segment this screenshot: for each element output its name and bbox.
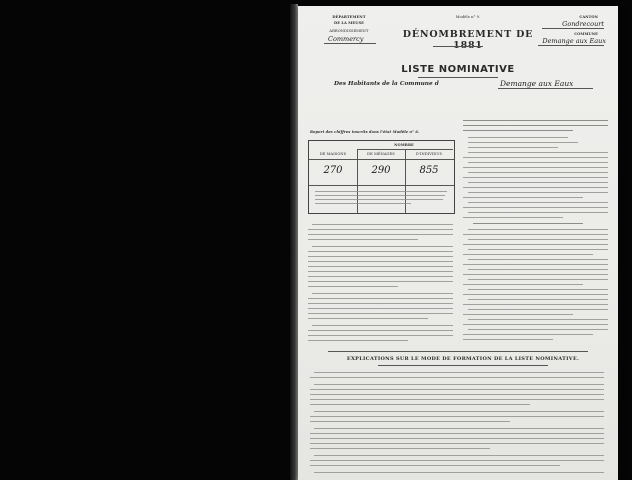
printed-text-line [468,137,568,138]
printed-text-line [463,177,608,178]
printed-text-line [468,249,608,250]
report-caption: Report des chiffres inscrits dans l'état Modèle n° 6. [310,130,420,134]
printed-text-line [463,217,563,218]
printed-text-line [308,286,398,287]
printed-text-line [468,142,578,143]
register-spine [290,4,298,480]
report-values-rule [309,159,454,160]
printed-text-line [308,298,453,299]
printed-text-line [463,304,608,305]
printed-text-line [310,377,604,378]
commune-underline [498,88,593,89]
printed-text-line [308,271,453,272]
arrondissement-rule [324,43,376,44]
canton-label: CANTON [579,15,598,19]
model-number: Modèle n° 9. [455,15,481,19]
printed-text-line [463,274,608,275]
printed-text-line [463,207,608,208]
printed-text-line [463,130,573,131]
report-note-line [315,191,447,192]
explications-heading: EXPLICATIONS SUR LE MODE DE FORMATION DE LA LISTE NOMINATIVE. [346,356,580,362]
census-title: DÉNOMBREMENT DE 1881 [402,29,534,51]
printed-text-line [463,339,553,340]
printed-text-line [463,197,583,198]
report-note-line [315,203,411,204]
commune-handwritten: Demange aux Eaux [500,79,574,88]
printed-text-line [468,229,608,230]
register-page [298,6,618,480]
arrondissement-value: Commercy [328,35,364,43]
printed-text-line [308,266,453,267]
printed-text-line [308,340,408,341]
departement-label: DÉPARTEMENT [332,15,366,19]
printed-text-line [468,147,558,148]
printed-text-line [468,319,608,320]
report-col-maisons: DE MAISONS [319,152,347,156]
printed-text-line [463,244,608,245]
printed-text-line [312,325,453,326]
printed-text-line [308,261,453,262]
printed-text-line [308,303,453,304]
printed-text-line [468,192,608,193]
liste-rule [418,77,498,78]
printed-text-line [308,256,453,257]
printed-text-line [473,223,583,224]
printed-text-line [308,308,453,309]
printed-text-line [308,318,428,319]
printed-text-line [314,411,604,412]
printed-text-line [463,264,608,265]
printed-text-line [308,313,453,314]
report-value-individus: 855 [419,165,439,176]
printed-text-line [312,246,453,247]
printed-text-line [463,324,608,325]
printed-text-line [310,460,604,461]
explications-top-rule [328,351,588,352]
liste-heading: LISTE NOMINATIVE [401,64,515,75]
report-col-menages: DE MÉNAGES [367,152,395,156]
report-group-header: NOMBRE [394,143,414,147]
printed-text-line [468,182,608,183]
departement-value: DE LA MEUSE [334,21,364,25]
printed-text-line [468,172,608,173]
printed-text-line [468,309,608,310]
printed-text-line [310,448,490,449]
printed-text-line [463,125,608,126]
report-col-individus: D'INDIVIDUS [415,152,443,156]
printed-text-line [308,229,453,230]
printed-text-line [463,157,608,158]
printed-text-line [310,404,530,405]
printed-text-line [310,399,604,400]
printed-text-line [314,372,604,373]
printed-text-line [463,234,608,235]
commune-label: COMMUNE [574,32,598,36]
printed-text-line [463,294,608,295]
printed-text-line [310,416,604,417]
report-value-maisons: 270 [323,165,343,176]
printed-text-line [314,472,604,473]
printed-text-line [314,428,604,429]
printed-text-line [310,421,510,422]
explications-bottom-rule [378,365,548,366]
printed-text-line [468,202,608,203]
printed-text-line [468,299,608,300]
report-value-menages: 290 [371,165,391,176]
printed-text-line [308,281,453,282]
printed-text-line [468,329,608,330]
printed-text-line [463,187,608,188]
printed-text-line [308,251,453,252]
printed-text-line [310,443,604,444]
printed-text-line [310,433,604,434]
liste-subheading: Des Habitants de la Commune d [334,81,439,87]
printed-text-line [468,239,608,240]
arrondissement-label: ARRONDISSEMENT [329,29,369,33]
printed-text-line [308,335,453,336]
printed-text-line [314,384,604,385]
title-rule [433,46,483,47]
report-table [308,140,455,214]
printed-text-line [310,394,604,395]
printed-text-line [463,314,573,315]
printed-text-line [463,167,608,168]
printed-text-line [463,254,593,255]
report-note-line [315,199,443,200]
printed-text-line [308,234,453,235]
printed-text-line [463,334,593,335]
printed-text-line [468,259,608,260]
canton-value: Gondrecourt [562,20,604,28]
report-notes-rule [309,185,454,186]
commune-rule [538,45,604,46]
printed-text-line [314,455,604,456]
report-note-line [315,195,445,196]
printed-text-line [468,269,608,270]
printed-text-line [312,224,453,225]
printed-text-line [310,389,604,390]
printed-text-line [312,293,453,294]
printed-text-line [468,212,608,213]
canton-rule [542,28,604,29]
printed-text-line [463,284,583,285]
printed-text-line [308,276,453,277]
printed-text-line [308,239,418,240]
commune-value: Demange aux Eaux [542,37,606,45]
printed-text-line [468,162,608,163]
printed-text-line [463,120,608,121]
printed-text-line [468,152,608,153]
printed-text-line [468,289,608,290]
printed-text-line [468,279,608,280]
printed-text-line [310,438,604,439]
printed-text-line [308,330,453,331]
printed-text-line [310,465,560,466]
